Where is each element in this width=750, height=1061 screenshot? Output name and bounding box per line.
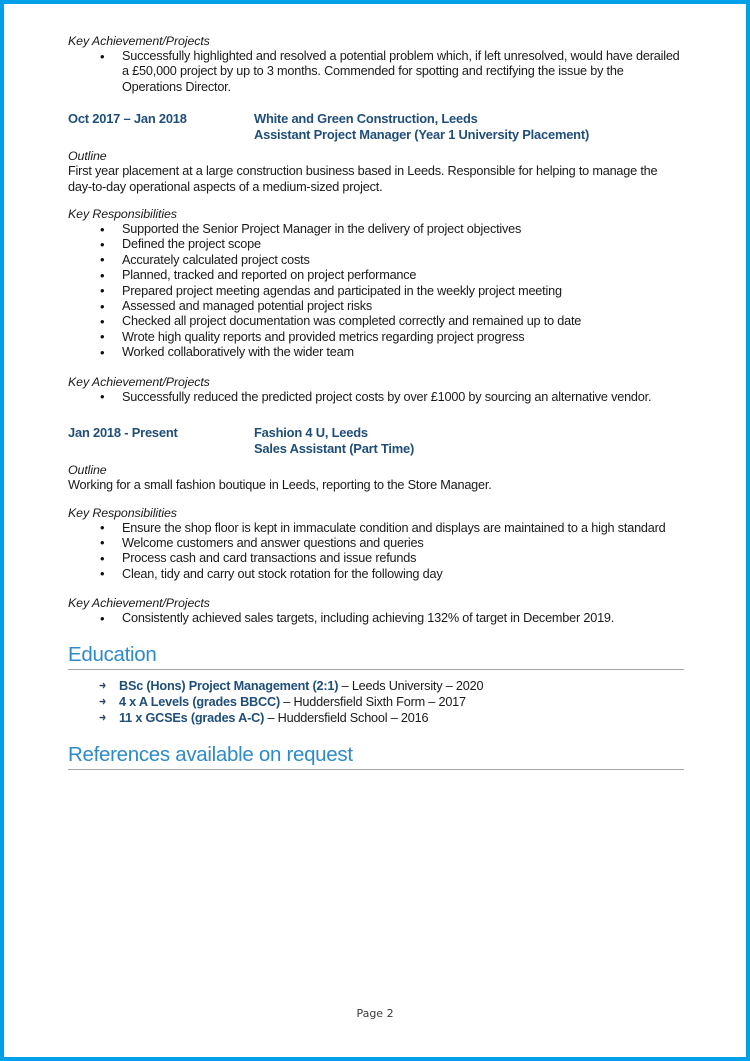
achievement-list <box>68 390 684 405</box>
education-heading: Education <box>68 642 157 666</box>
list-item: • Assessed and managed potential project risks <box>68 299 684 314</box>
responsibilities-label: Key Responsibilities <box>68 207 177 222</box>
list-item: • Process cash and card transactions and issue refunds <box>68 551 684 566</box>
references-divider <box>68 769 684 770</box>
job-company: White and Green Construction, Leeds <box>254 111 478 127</box>
outline-text: Working for a small fashion boutique in Leeds, reporting to the Store Manager. <box>68 478 492 493</box>
list-item <box>68 694 684 710</box>
job-entry-fashion-4-u <box>68 425 684 626</box>
education-list <box>68 678 684 727</box>
job-title: Assistant Project Manager (Year 1 University Placement) <box>254 127 590 143</box>
job-header <box>68 425 684 457</box>
outline-text: First year placement at a large construction business based in Leeds. Responsible for helping to manage the day-to-day operational aspects of a medium-sized project. <box>68 164 658 194</box>
outline-label: Outline <box>68 149 107 164</box>
list-item: • Ensure the shop floor is kept in immaculate condition and displays are maintained to a high standard <box>68 521 684 536</box>
education-qualification: BSc (Hons) Project Management (2:1) <box>119 678 339 693</box>
references-section <box>68 743 684 770</box>
responsibilities-list <box>68 521 684 583</box>
job-header <box>68 111 684 143</box>
list-item: • Successfully reduced the predicted project costs by over £1000 by sourcing an alternative vendor. <box>68 390 684 405</box>
list-item: • Defined the project scope <box>68 237 684 252</box>
top-achievement-block <box>68 34 684 95</box>
achievement-label: Key Achievement/Projects <box>68 374 210 389</box>
achievement-label: Key Achievement/Projects <box>68 596 210 611</box>
education-detail: – Leeds University – 2020 <box>338 678 484 693</box>
education-detail: – Huddersfield School – 2016 <box>264 711 429 726</box>
list-item: • Planned, tracked and reported on project performance <box>68 268 684 283</box>
job-heading-right <box>254 111 684 143</box>
list-item <box>68 710 684 726</box>
top-achievement-label: Key Achievement/Projects <box>68 34 210 48</box>
list-item: • Welcome customers and answer questions and queries <box>68 536 684 551</box>
responsibilities-label: Key Responsibilities <box>68 505 177 520</box>
references-heading: References available on request <box>68 742 353 766</box>
job-title: Sales Assistant (Part Time) <box>254 441 415 457</box>
list-item: • Wrote high quality reports and provided metrics regarding project progress <box>68 330 684 345</box>
job-dates: Oct 2017 – Jan 2018 <box>68 111 187 127</box>
education-detail: – Huddersfield Sixth Form – 2017 <box>279 694 466 709</box>
education-section <box>68 643 684 727</box>
list-item: • Checked all project documentation was completed correctly and remained up to date <box>68 314 684 329</box>
list-item: • Successfully highlighted and resolved a potential problem which, if left unresolved, would have derailed a £50,000 project by up to 3 months. Commended for spotting and rectifying the issue by the Operations Director. <box>68 49 684 95</box>
achievement-list <box>68 611 684 626</box>
list-item: • Supported the Senior Project Manager in the delivery of project objectives <box>68 222 684 237</box>
list-item: • Prepared project meeting agendas and participated in the weekly project meeting <box>68 284 684 299</box>
job-heading-right <box>254 425 684 457</box>
list-item: • Worked collaboratively with the wider team <box>68 345 684 360</box>
education-qualification: 11 x GCSEs (grades A-C) <box>119 711 265 726</box>
list-item <box>68 678 684 694</box>
responsibilities-list <box>68 222 684 361</box>
education-qualification: 4 x A Levels (grades BBCC) <box>119 694 280 709</box>
list-item: • Clean, tidy and carry out stock rotation for the following day <box>68 567 684 582</box>
outline-label: Outline <box>68 463 107 478</box>
list-item: • Consistently achieved sales targets, including achieving 132% of target in December 2019. <box>68 611 684 626</box>
job-company: Fashion 4 U, Leeds <box>254 425 368 441</box>
top-achievement-list <box>68 49 684 95</box>
page-footer: Page 2 <box>356 1007 394 1020</box>
job-entry-white-and-green <box>68 111 684 405</box>
list-item: • Accurately calculated project costs <box>68 253 684 268</box>
job-dates: Jan 2018 - Present <box>68 425 178 441</box>
page-content <box>68 34 684 770</box>
